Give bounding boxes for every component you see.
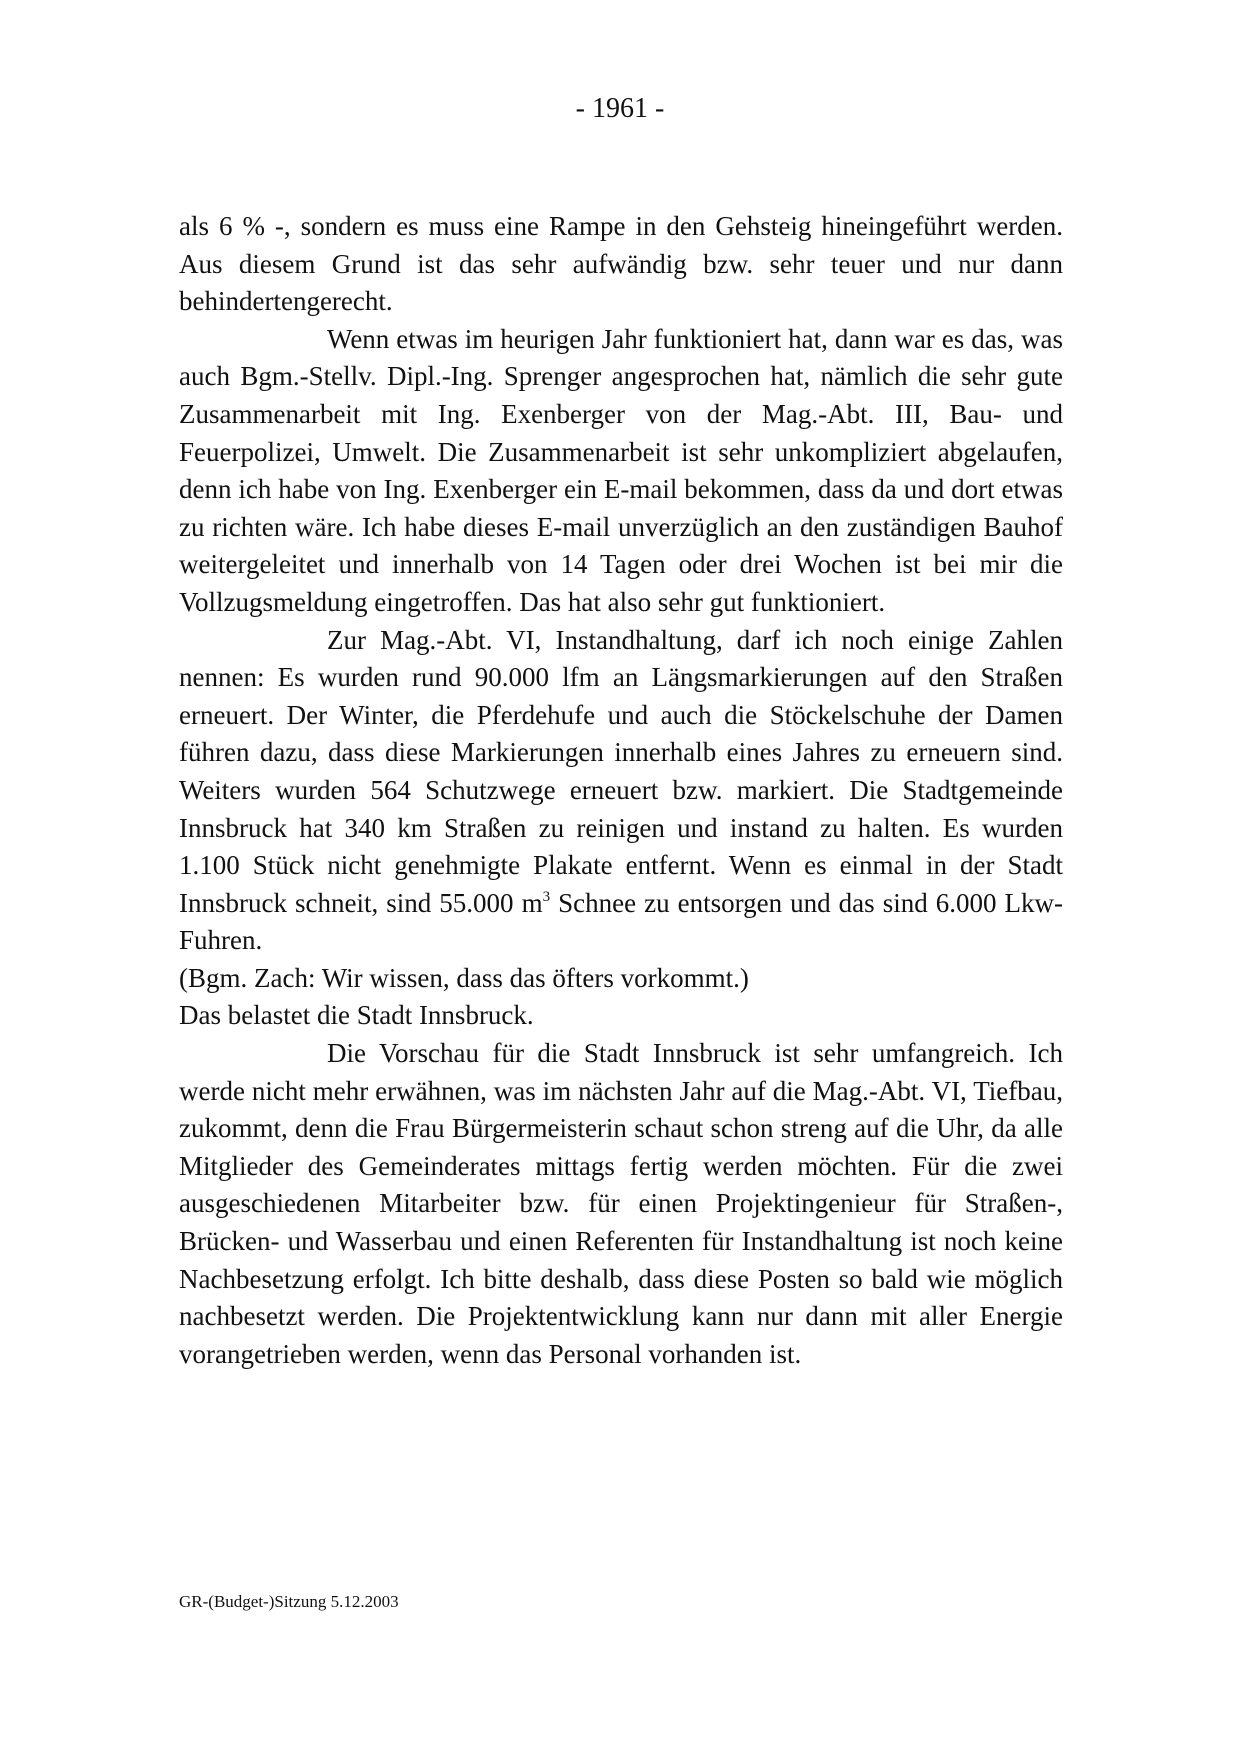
document-body (179, 208, 1063, 1373)
interjection: (Bgm. Zach: Wir wissen, dass das öfters vorkommt.) (179, 962, 749, 993)
paragraph-3-text-b: Schnee zu entsorgen und das sind 6.000 Lkw-Fuhren. (179, 887, 1063, 956)
paragraph-3 (179, 622, 1063, 960)
footer-session-label: GR-(Budget-)Sitzung 5.12.2003 (179, 1592, 399, 1611)
paragraph-5: Die Vorschau für die Stadt Innsbruck ist sehr umfangreich. Ich werde nicht mehr erwähnen, was im nächsten Jahr auf die Mag.-Abt. VI, Tiefbau, zukommt, denn die Frau Bürgermeisterin schaut schon streng auf die Uhr, da alle Mitglieder des Gemeinderates mittags fertig werden möchten. Für die zwei ausgeschiedenen Mitarbeiter bzw. für einen Projektingenieur für Straßen-, Brücken- und Wasserbau und einen Referenten für Instandhaltung ist noch keine Nachbesetzung erfolgt. Ich bitte deshalb, dass diese Posten so bald wie möglich nachbesetzt werden. Die Projektentwicklung kann nur dann mit aller Energie vorangetrieben werden, wenn das Personal vorhanden ist. (179, 1038, 1063, 1369)
paragraph-2: Wenn etwas im heurigen Jahr funktioniert hat, dann war es das, was auch Bgm.-Stellv. Dipl.-Ing. Sprenger angesprochen hat, nämlich die sehr gute Zusammenarbeit mit Ing. Exenberger von der Mag.-Abt. III, Bau- und Feuerpolizei, Umwelt. Die Zusammenarbeit ist sehr unkompliziert abgelaufen, denn ich habe von Ing. Exenberger ein E-mail bekommen, dass da und dort etwas zu richten wäre. Ich habe dieses E-mail unverzüglich an den zuständigen Bauhof weitergeleitet und innerhalb von 14 Tagen oder drei Wochen ist bei mir die Vollzugsmeldung eingetroffen. Das hat also sehr gut funktioniert. (179, 323, 1063, 617)
paragraph-1: als 6 % -, sondern es muss eine Rampe in den Gehsteig hineingeführt werden. Aus diesem Grund ist das sehr aufwändig bzw. sehr teuer und nur dann behindertengerecht. (179, 211, 1063, 317)
paragraph-4: Das belastet die Stadt Innsbruck. (179, 1000, 534, 1031)
paragraph-3-text-a: Zur Mag.-Abt. VI, Instandhaltung, darf ich noch einige Zahlen nennen: Es wurden rund 90.000 lfm an Längsmarkierungen auf den Straßen erneuert. Der Winter, die Pferdehufe und auch die Stöckelschuhe der Damen führen dazu, dass diese Markierungen innerhalb eines Jahres zu erneuern sind. Weiters wurden 564 Schutzwege erneuert bzw. markiert. Die Stadtgemeinde Innsbruck hat 340 km Straßen zu reinigen und instand zu halten. Es wurden 1.100 Stück nicht genehmigte Plakate entfernt. Wenn es einmal in der Stadt Innsbruck schneit, sind 55.000 m (179, 624, 1063, 918)
superscript-exponent: 3 (542, 888, 551, 905)
page-number: - 1961 - (575, 93, 665, 124)
